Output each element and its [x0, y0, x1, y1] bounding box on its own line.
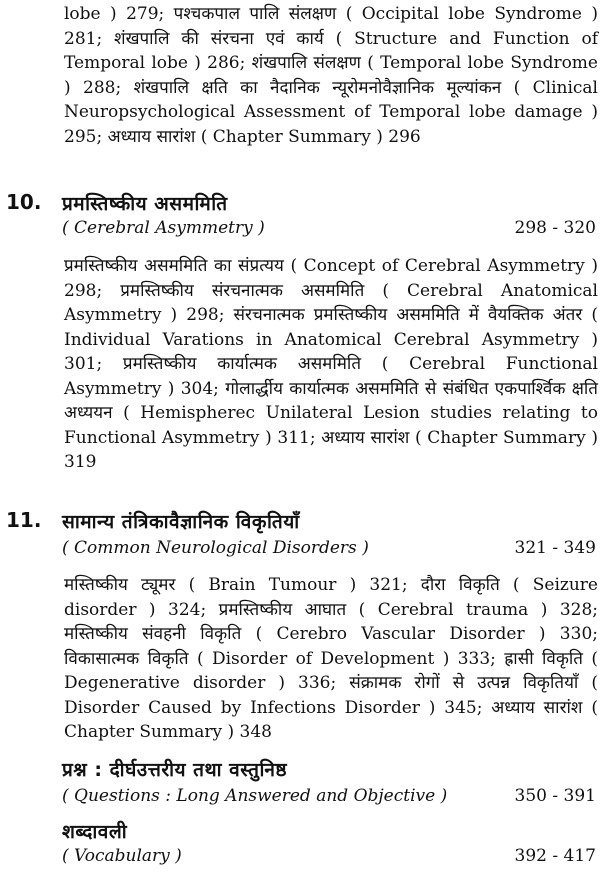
continued-chapter-contents: lobe ) 279; पश्चकपाल पालि संलक्षण ( Occipital lobe Syndrome ) 281; शंखपालि की संरचना एवं कार्य ( Structure and Function of Temporal lobe ) 286; शंखपालि संलक्षण ( Temporal lobe Syndrome ) 288; शंखपालि क्षति का नैदानिक न्यूरोमनोवैज्ञानिक मूल्यांकन ( Clinical Neuropsychological Assessment of Temporal lobe damage ) 295; अध्याय सारांश ( Chapter Summary ) 296 [64, 4, 598, 147]
chapter-10-page-range: 298 - 320 [514, 218, 596, 238]
questions-page-range: 350 - 391 [514, 786, 596, 806]
chapter-10-contents: प्रमस्तिष्कीय असममिति का संप्रत्यय ( Concept of Cerebral Asymmetry ) 298; प्रमस्तिष्कीय संरचनात्मक असममिति ( Cerebral Anatomical Asymmetry ) 298; संरचनात्मक प्रमस्तिष्कीय असममिति में वैयक्तिक अंतर ( Individual Varations in Anatomical Cerebral Asymmetry ) 301; प्रमस्तिष्कीय कार्यात्मक असममिति ( Cerebral Functional Asymmetry ) 304; गोलार्द्धीय कार्यात्मक असममिति से संबंधित एकपार्श्विक क्षति अध्ययन ( Hemispherec Unilateral Lesion studies relating to Functional Asymmetry ) 311; अध्याय सारांश ( Chapter Summary ) 319 [64, 256, 598, 472]
vocabulary-title-hindi: शब्दावली [62, 821, 128, 843]
chapter-11-number: 11. [6, 508, 42, 532]
vocabulary-page-range: 392 - 417 [514, 846, 596, 866]
chapter-10-number: 10. [6, 190, 42, 214]
chapter-11-title-english: ( Common Neurological Disorders ) [62, 538, 369, 558]
questions-title-hindi: प्रश्न : दीर्घउत्तरीय तथा वस्तुनिष्ठ [62, 759, 288, 781]
vocabulary-title-english: ( Vocabulary ) [62, 846, 182, 866]
chapter-10-title-english: ( Cerebral Asymmetry ) [62, 218, 265, 238]
chapter-11-page-range: 321 - 349 [514, 538, 596, 558]
chapter-10-title-hindi: प्रमस्तिष्कीय असममिति [62, 193, 228, 215]
chapter-11-title-hindi: सामान्य तंत्रिकावैज्ञानिक विकृतियाँ [62, 511, 300, 533]
questions-title-english: ( Questions : Long Answered and Objective ) [62, 786, 448, 806]
chapter-11-contents: मस्तिष्कीय ट्यूमर ( Brain Tumour ) 321; दौरा विकृति ( Seizure disorder ) 324; प्रमस्तिष्कीय आघात ( Cerebral trauma ) 328; मस्तिष्कीय संवहनी विकृति ( Cerebro Vascular Disorder ) 330; विकासात्मक विकृति ( Disorder of Development ) 333; ह्रासी विकृति ( Degenerative disorder ) 336; संक्रामक रोगों से उत्पन्न विकृतियाँ ( Disorder Caused by Infections Disorder ) 345; अध्याय सारांश ( Chapter Summary ) 348 [64, 575, 598, 742]
